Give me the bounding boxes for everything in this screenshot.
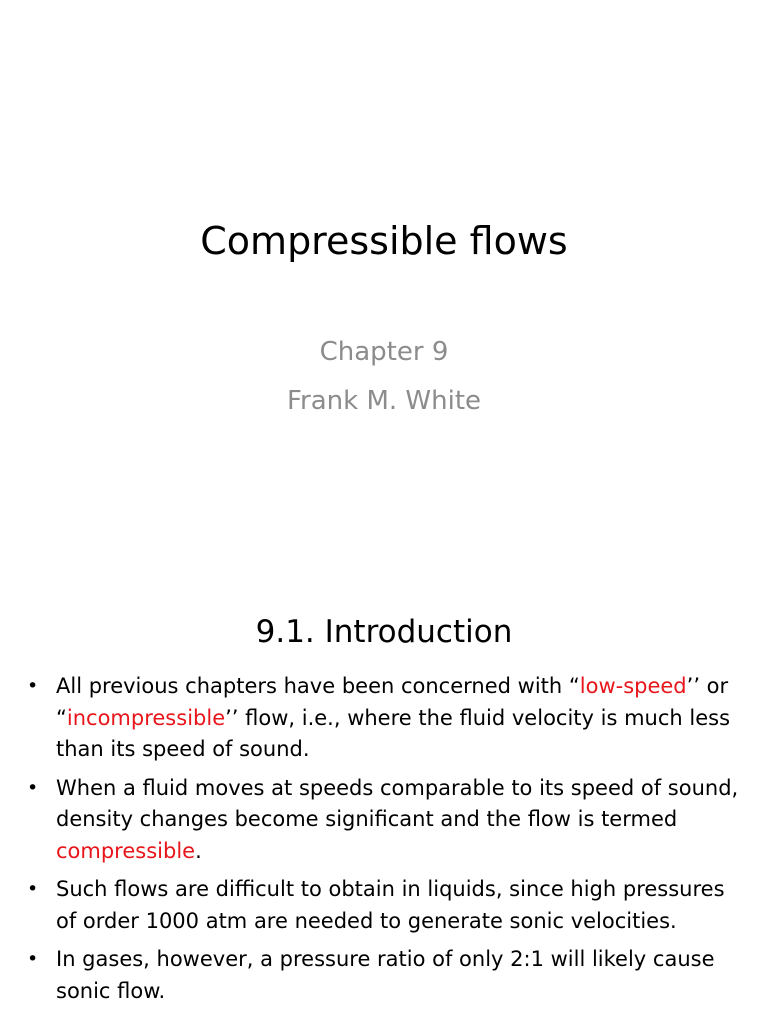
highlight-term: compressible bbox=[56, 838, 196, 863]
bullet-text: All previous chapters have been concerned with “ bbox=[56, 674, 580, 698]
highlight-term: incompressible bbox=[66, 705, 226, 730]
bullet-text: ’’ or “ bbox=[56, 674, 729, 730]
bullet-item-2 bbox=[0, 773, 768, 868]
bullet-icon: • bbox=[27, 776, 39, 799]
bullet-item-4 bbox=[0, 944, 768, 1007]
bullet-icon: • bbox=[27, 675, 39, 697]
author-subtitle: Frank M. White bbox=[286, 386, 482, 416]
bullet-text: Such flows are difficult to obtain in liquids, since high pressures of order 1000 atm are needed to generate sonic velocities. bbox=[56, 877, 725, 933]
bullet-text: . bbox=[195, 838, 202, 863]
bullet-icon: • bbox=[27, 948, 39, 970]
slide-introduction bbox=[0, 576, 768, 1024]
bullet-text: ’’ flow, i.e., where the fluid velocity is much less than its speed of sound. bbox=[56, 705, 731, 761]
bullet-list bbox=[0, 671, 768, 1014]
chapter-subtitle: Chapter 9 bbox=[319, 337, 449, 367]
bullet-text: In gases, however, a pressure ratio of only 2:1 will likely cause sonic flow. bbox=[56, 947, 715, 1003]
presentation-title: Compressible flows bbox=[200, 219, 568, 263]
highlight-term: low-speed bbox=[579, 674, 687, 698]
bullet-icon: • bbox=[27, 878, 39, 900]
bullet-item-3 bbox=[0, 874, 768, 937]
bullet-text: When a fluid moves at speeds comparable to its speed of sound, density changes become significant and the flow is termed bbox=[56, 775, 739, 831]
bullet-item-1 bbox=[0, 671, 768, 766]
section-heading: 9.1. Introduction bbox=[255, 614, 513, 650]
